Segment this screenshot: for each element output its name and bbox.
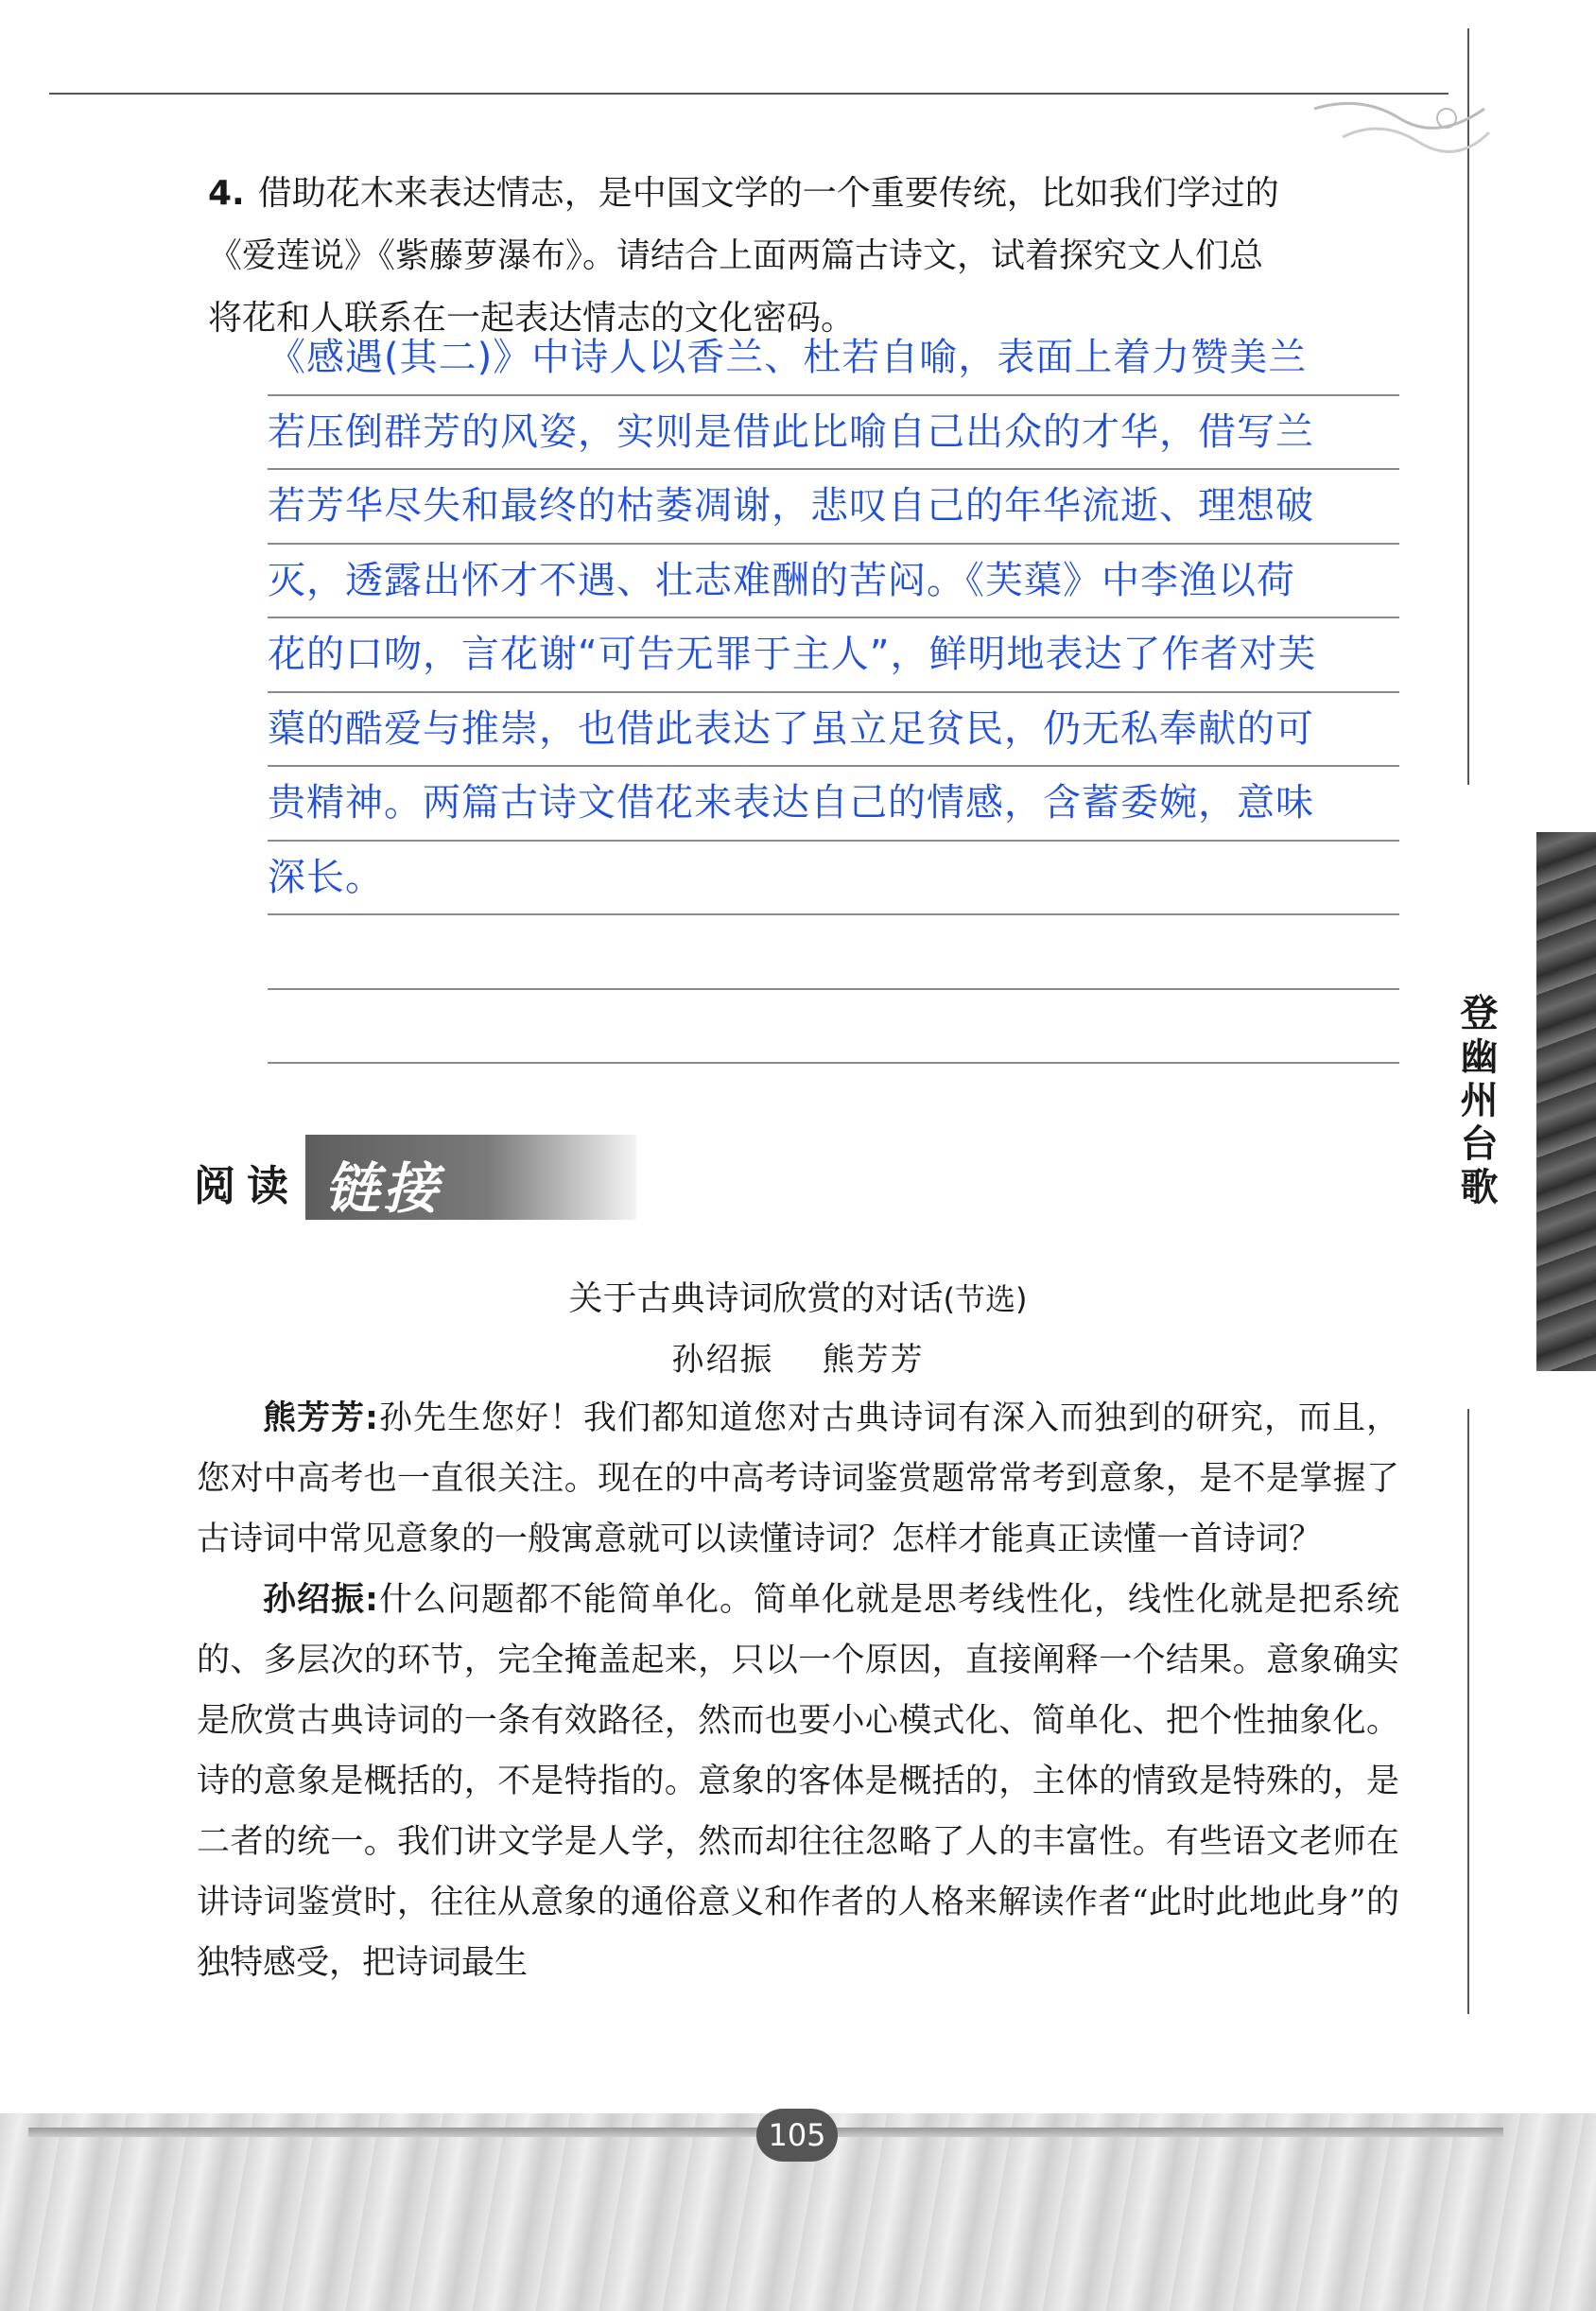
article-title [0,1272,1596,1320]
paragraph-text: 孙先生您好！我们都知道您对古典诗词有深入而独到的研究，而且，您对中高考也一直很关注。现在的中高考诗词鉴赏题常常考到意象，是不是掌握了古诗词中常见意象的一般寓意就可以读懂诗词？怎样才能真正读懂一首诗词？ [197,1399,1399,1558]
answer-line: 蕖的酷爱与推崇，也借此表达了虽立足贫民，仍无私奉献的可 [268,693,1399,768]
answer-line: 若芳华尽失和最终的枯萎凋谢，悲叹自己的年华流逝、理想破 [268,470,1399,545]
page-number: 105 [756,2109,838,2162]
answer-line-blank [268,990,1399,1065]
dialogue-paragraph [197,1570,1399,1993]
answer-line-blank [268,915,1399,990]
section-badge-text: 链接 [324,1156,442,1221]
article-title-note: (节选) [943,1281,1028,1317]
section-label: 阅读 [194,1162,300,1210]
top-rule [49,93,1449,95]
side-decorative-tab [1536,832,1596,1371]
answer-line: 若压倒群芳的风姿，实则是借此比喻自己出众的才华，借写兰 [268,396,1399,471]
answer-area [268,321,1399,1064]
section-badge [305,1135,636,1220]
article-authors: 孙绍振 熊芳芳 [671,1341,925,1379]
article-body [197,1388,1399,1993]
question-number: 4. [208,174,245,213]
answer-line: 深长。 [268,842,1399,916]
question-text-line-1: 借助花木来表达情志，是中国文学的一个重要传统，比如我们学过的 [257,174,1279,213]
answer-line: 《感遇(其二)》中诗人以香兰、杜若自喻，表面上着力赞美兰 [268,321,1399,396]
paragraph-text: 什么问题都不能简单化。简单化就是思考线性化，线性化就是把系统的、多层次的环节，完全掩盖起来，只以一个原因，直接阐释一个结果。意象确实是欣赏古典诗词的一条有效路径，然而也要小心模式化、简单化、把个性抽象化。诗的意象是概括的，不是特指的。意象的客体是概括的，主体的情致是特殊的，是二者的统一。我们讲文学是人学，然而却往往忽略了人的丰富性。有些语文老师在讲诗词鉴赏时，往往从意象的通俗意义和作者的人格来解读作者“此时此地此身”的独特感受，把诗词最生 [197,1581,1399,1982]
article-title-text: 关于古典诗词欣赏的对话 [568,1279,944,1318]
dialogue-paragraph [197,1388,1399,1570]
question-line [208,163,1399,225]
answer-line: 花的口吻，言花谢“可告无罪于主人”，鲜明地表达了作者对芙 [268,618,1399,693]
question-text-line-2: 《爱莲说》《紫藤萝瀑布》。请结合上面两篇古诗文，试着探究文人们总 [208,236,1264,275]
right-margin-rule-lower [1467,1409,1469,2014]
question-text-line-3: 将花和人联系在一起表达情志的文化密码。 [208,299,856,338]
answer-line: 灭，透露出怀才不遇、壮志难酬的苦闷。《芙蕖》中李渔以荷 [268,545,1399,619]
speaker-name: 熊芳芳: [263,1399,378,1437]
answer-line: 贵精神。两篇古诗文借花来表达自己的情感，含蓄委婉，意味 [268,767,1399,842]
side-chapter-title: 登幽州台歌 [1454,993,1498,1210]
speaker-name: 孙绍振: [263,1581,378,1619]
